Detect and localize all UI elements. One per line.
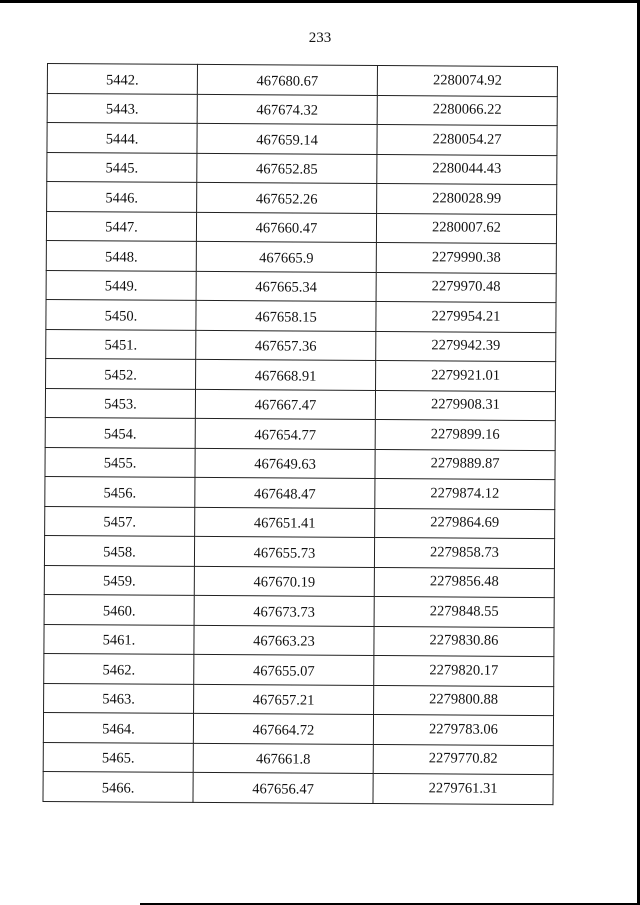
table-row <box>45 388 555 421</box>
y-coordinate-cell: 2279874.12 <box>375 479 555 510</box>
y-coordinate-cell: 2279856.48 <box>374 567 554 598</box>
y-coordinate-cell: 2280054.27 <box>377 125 557 156</box>
point-number-cell: 5465. <box>43 742 193 772</box>
table-row <box>44 683 554 716</box>
point-number-cell: 5464. <box>43 712 193 742</box>
x-coordinate-cell: 467651.41 <box>195 507 375 538</box>
x-coordinate-cell: 467659.14 <box>197 123 377 154</box>
y-coordinate-cell: 2279954.21 <box>376 302 556 333</box>
x-coordinate-cell: 467652.85 <box>197 153 377 184</box>
table-row <box>44 535 554 568</box>
y-coordinate-cell: 2279800.88 <box>374 685 554 716</box>
x-coordinate-cell: 467663.23 <box>194 625 374 656</box>
coordinates-table <box>42 63 558 805</box>
y-coordinate-cell: 2279990.38 <box>376 243 556 274</box>
x-coordinate-cell: 467655.07 <box>194 654 374 685</box>
x-coordinate-cell: 467656.47 <box>193 772 373 803</box>
x-coordinate-cell: 467648.47 <box>195 477 375 508</box>
table-row <box>46 211 556 244</box>
table-row <box>44 624 554 657</box>
y-coordinate-cell: 2280044.43 <box>377 154 557 185</box>
point-number-cell: 5460. <box>44 594 194 624</box>
table-row <box>46 329 556 362</box>
point-number-cell: 5466. <box>43 771 193 801</box>
point-number-cell: 5454. <box>45 417 195 447</box>
table-row <box>44 594 554 627</box>
coordinates-table-wrapper <box>42 63 557 805</box>
x-coordinate-cell: 467658.15 <box>196 300 376 331</box>
y-coordinate-cell: 2280007.62 <box>376 213 556 244</box>
x-coordinate-cell: 467661.8 <box>193 743 373 774</box>
table-row <box>43 712 553 745</box>
point-number-cell: 5444. <box>47 123 197 153</box>
table-row <box>45 506 555 539</box>
y-coordinate-cell: 2279970.48 <box>376 272 556 303</box>
y-coordinate-cell: 2279864.69 <box>375 508 555 539</box>
y-coordinate-cell: 2279858.73 <box>374 538 554 569</box>
x-coordinate-cell: 467668.91 <box>196 359 376 390</box>
x-coordinate-cell: 467674.32 <box>197 94 377 125</box>
point-number-cell: 5450. <box>46 299 196 329</box>
x-coordinate-cell: 467660.47 <box>196 212 376 243</box>
point-number-cell: 5451. <box>46 329 196 359</box>
x-coordinate-cell: 467673.73 <box>194 595 374 626</box>
point-number-cell: 5443. <box>47 93 197 123</box>
table-row <box>44 565 554 598</box>
table-row <box>44 653 554 686</box>
point-number-cell: 5447. <box>46 211 196 241</box>
y-coordinate-cell: 2280066.22 <box>377 95 557 126</box>
table-row <box>45 417 555 450</box>
point-number-cell: 5453. <box>45 388 195 418</box>
y-coordinate-cell: 2279820.17 <box>374 656 554 687</box>
table-row <box>45 447 555 480</box>
x-coordinate-cell: 467667.47 <box>195 389 375 420</box>
table-row <box>47 152 557 185</box>
table-row <box>47 93 557 126</box>
y-coordinate-cell: 2280028.99 <box>377 184 557 215</box>
point-number-cell: 5449. <box>46 270 196 300</box>
x-coordinate-cell: 467665.9 <box>196 241 376 272</box>
table-row <box>47 64 557 97</box>
y-coordinate-cell: 2279921.01 <box>376 361 556 392</box>
y-coordinate-cell: 2279942.39 <box>376 331 556 362</box>
table-row <box>46 270 556 303</box>
point-number-cell: 5442. <box>47 64 197 94</box>
table-row <box>46 358 556 391</box>
point-number-cell: 5458. <box>44 535 194 565</box>
point-number-cell: 5448. <box>46 240 196 270</box>
y-coordinate-cell: 2279783.06 <box>373 715 553 746</box>
point-number-cell: 5445. <box>47 152 197 182</box>
x-coordinate-cell: 467657.21 <box>194 684 374 715</box>
x-coordinate-cell: 467664.72 <box>193 713 373 744</box>
y-coordinate-cell: 2279899.16 <box>375 420 555 451</box>
table-row <box>47 123 557 156</box>
scan-border-top <box>0 0 640 3</box>
x-coordinate-cell: 467654.77 <box>195 418 375 449</box>
y-coordinate-cell: 2279761.31 <box>373 774 553 805</box>
y-coordinate-cell: 2279908.31 <box>375 390 555 421</box>
y-coordinate-cell: 2280074.92 <box>377 66 557 97</box>
point-number-cell: 5446. <box>47 182 197 212</box>
x-coordinate-cell: 467665.34 <box>196 271 376 302</box>
point-number-cell: 5456. <box>45 476 195 506</box>
point-number-cell: 5463. <box>44 683 194 713</box>
point-number-cell: 5455. <box>45 447 195 477</box>
coordinates-table-body <box>43 64 557 805</box>
point-number-cell: 5461. <box>44 624 194 654</box>
table-row <box>43 742 553 775</box>
table-row <box>46 240 556 273</box>
y-coordinate-cell: 2279830.86 <box>374 626 554 657</box>
y-coordinate-cell: 2279848.55 <box>374 597 554 628</box>
x-coordinate-cell: 467649.63 <box>195 448 375 479</box>
x-coordinate-cell: 467680.67 <box>197 64 377 95</box>
table-row <box>45 476 555 509</box>
page-number: 233 <box>308 30 332 46</box>
table-row <box>47 182 557 215</box>
point-number-cell: 5459. <box>44 565 194 595</box>
table-row <box>43 771 553 804</box>
point-number-cell: 5457. <box>45 506 195 536</box>
x-coordinate-cell: 467670.19 <box>194 566 374 597</box>
table-row <box>46 299 556 332</box>
point-number-cell: 5462. <box>44 653 194 683</box>
x-coordinate-cell: 467655.73 <box>194 536 374 567</box>
y-coordinate-cell: 2279770.82 <box>373 744 553 775</box>
x-coordinate-cell: 467652.26 <box>197 182 377 213</box>
y-coordinate-cell: 2279889.87 <box>375 449 555 480</box>
x-coordinate-cell: 467657.36 <box>196 330 376 361</box>
point-number-cell: 5452. <box>46 358 196 388</box>
